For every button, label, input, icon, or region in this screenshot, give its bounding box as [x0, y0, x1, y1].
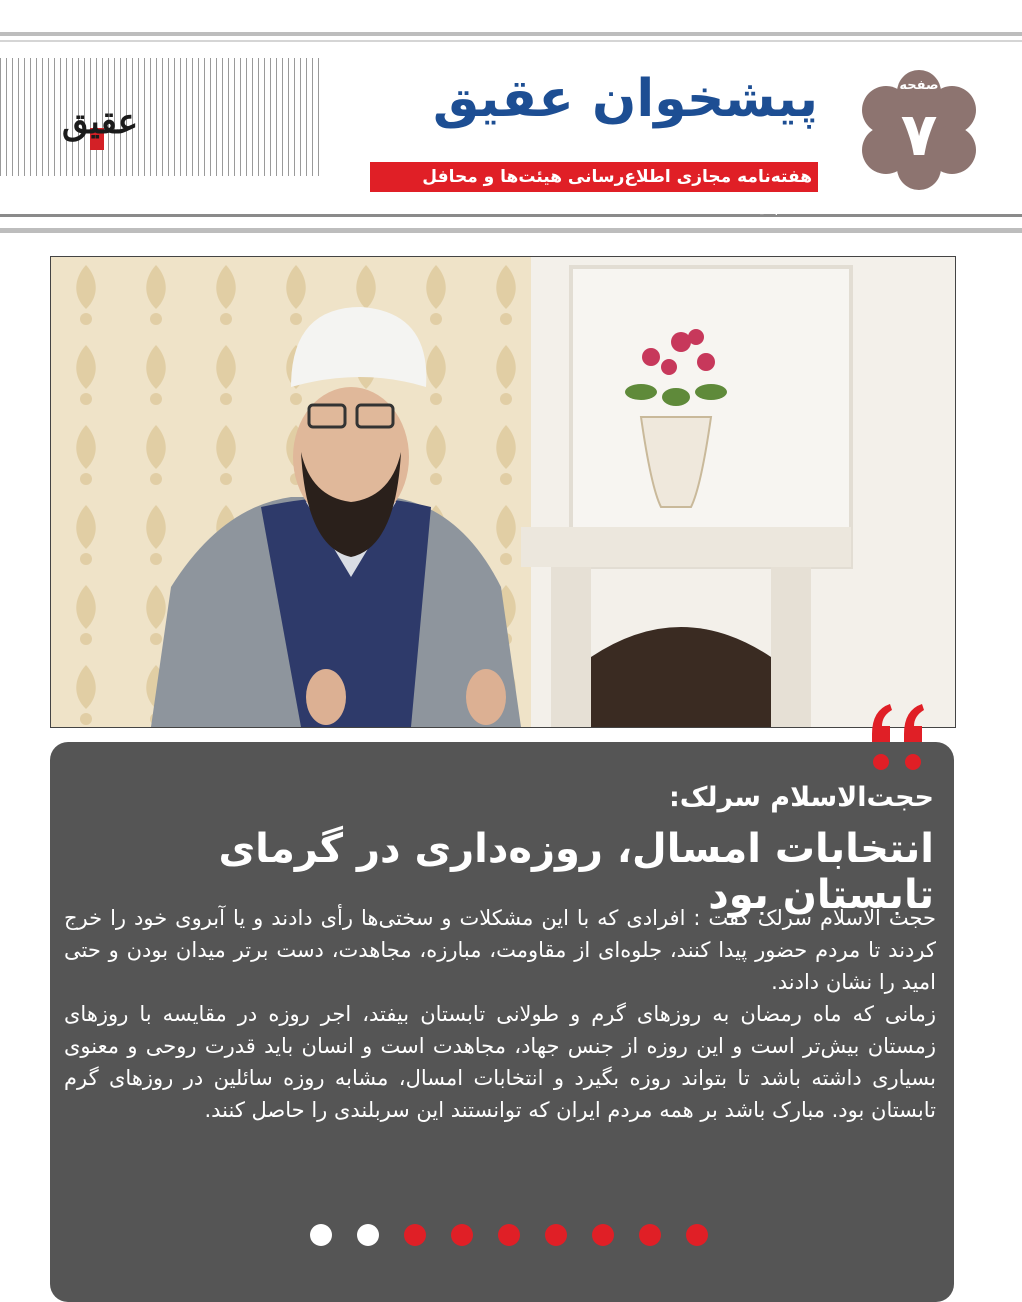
page-number: ۷	[900, 100, 938, 170]
logo-text: عقیق	[61, 102, 139, 142]
bottom-rule	[0, 214, 1022, 217]
carousel-dot-9[interactable]	[686, 1224, 708, 1246]
brand-logo	[44, 98, 156, 158]
publication-header	[362, 64, 818, 217]
carousel-dot-7[interactable]	[592, 1224, 614, 1246]
cleric-portrait-illustration	[51, 257, 955, 727]
article-paragraph-1: حجت الاسلام سرلک گفت : افرادی که با این مشکلات و سختی‌ها رأی دادند و یا آبروی خود را خرج کردند تا مردم حضور پیدا کنند، جلوه‌ای از مقاومت، مبارزه، مجاهدت، دست برتر میدان بودن و حتی امید را نشان دادند.	[64, 906, 936, 994]
top-rule-thin	[0, 40, 1022, 42]
carousel-dot-6[interactable]	[545, 1224, 567, 1246]
carousel-dot-8[interactable]	[639, 1224, 661, 1246]
article-headline: انتخابات امسال، روزه‌داری در گرمای تابستان بود	[218, 826, 934, 918]
top-rule	[0, 32, 1022, 36]
quote-icon	[864, 700, 934, 774]
carousel-dot-4[interactable]	[451, 1224, 473, 1246]
carousel-dot-3[interactable]	[404, 1224, 426, 1246]
carousel-dot-5[interactable]	[498, 1224, 520, 1246]
carousel-pagination	[300, 1224, 720, 1248]
publication-title: پیشخوان عقیق	[432, 69, 818, 129]
article-body	[64, 902, 936, 1126]
page-number-badge	[856, 70, 982, 190]
bottom-rule-thin	[0, 228, 1022, 233]
article-photo	[50, 256, 956, 728]
article-paragraph-2: زمانی که ماه رمضان به روزهای گرم و طولانی تابستان بیفتد، اجر روزه در مقایسه با روزهای زمستان بیش‌تر است و این روزه از جنس جهاد، مجاهدت است و انسان باید قدرت روحی و معنوی بسیاری داشته باشد تا بتواند روزه بگیرد و انتخابات امسال، مشابه روزه سائلین در روزهای گرم تابستان بود. مبارک باشد بر همه مردم ایران که توانستند این سربلندی را حاصل کنند.	[64, 1002, 936, 1122]
speaker-label: حجت‌الاسلام سرلک:	[668, 782, 934, 813]
carousel-dot-2[interactable]	[357, 1224, 379, 1246]
carousel-dot-1[interactable]	[310, 1224, 332, 1246]
publication-tagline: هفته‌نامه مجازی اطلاع‌رسانی هیئت‌ها و محافل مذهبی	[370, 162, 818, 192]
page-label: صفحه	[899, 78, 939, 93]
